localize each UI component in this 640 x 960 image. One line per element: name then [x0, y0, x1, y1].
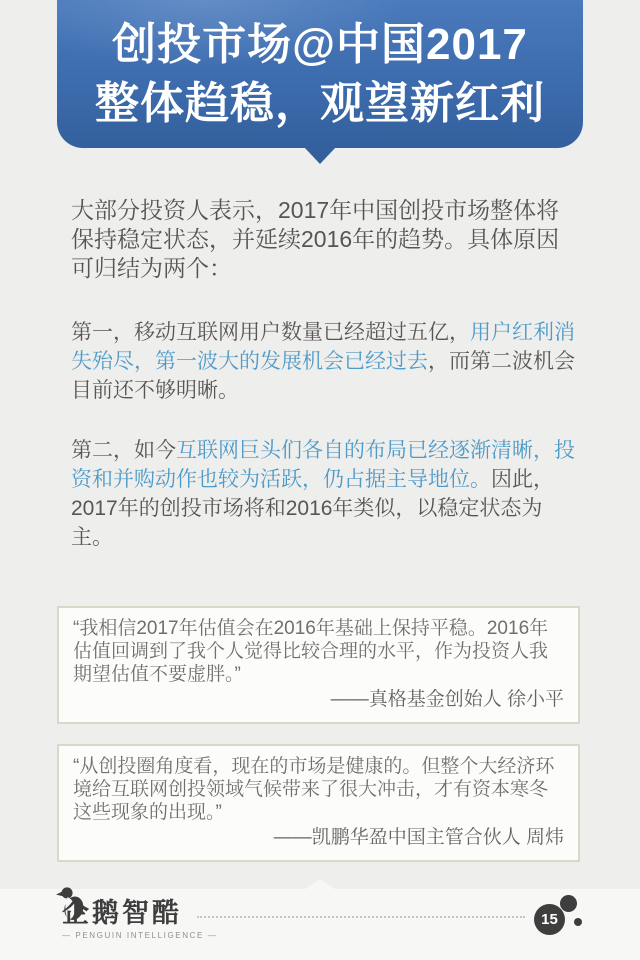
paragraph-1-segment-dark-2: ，而第二波机会目前还不够明晰。	[71, 350, 575, 402]
paragraph-1-segment-highlight: 用户红利消失殆尽，第一波大的发展机会已经过去	[71, 321, 575, 373]
paragraph-2-segment-dark-2: 因此，2017年的创投市场将和2016年类似，以稳定状态为主。	[71, 468, 554, 549]
intro-paragraph: 大部分投资人表示，2017年中国创投市场整体将保持稳定状态，并延续2016年的趋势。具体原因可归结为两个：	[71, 197, 560, 281]
quote-card-xu-xiaoping	[57, 606, 580, 724]
paragraph-1-segment-dark-1: 第一，移动互联网用户数量已经超过五亿，	[71, 321, 470, 344]
banner-title-line2: 整体趋稳，观望新红利	[95, 79, 545, 128]
page-number: 15	[541, 911, 558, 928]
badge-secondary-circle	[560, 895, 577, 912]
page-number-badge	[534, 895, 586, 943]
dotted-divider	[197, 916, 525, 918]
footer-notch-triangle	[305, 879, 335, 889]
logo-text: 企鹅智酷	[62, 898, 182, 928]
paragraph-point-2	[71, 436, 577, 552]
paragraph-2-segment-dark-1: 第二，如今	[71, 439, 176, 462]
logo-subtitle: — PENGUIN INTELLIGENCE —	[62, 931, 218, 940]
paragraph-2-segment-highlight: 互联网巨头们各自的布局已经逐渐清晰，投资和并购动作也较为活跃，仍占据主导地位。	[71, 439, 575, 491]
title-banner	[57, 0, 583, 148]
page-footer	[0, 889, 640, 960]
banner-pointer-triangle	[304, 147, 336, 164]
quote-attribution: ——凯鹏华盈中国主管合伙人 周炜	[273, 827, 564, 848]
banner-title-line1: 创投市场@中国2017	[112, 20, 528, 69]
badge-small-dot	[574, 918, 582, 926]
quote-card-zhou-wei	[57, 744, 580, 862]
quote-text: “我相信2017年估值会在2016年基础上保持平稳。2016年估值回调到了我个人觉得比较合理的水平，作为投资人我期望估值不要虚胖。”	[73, 618, 549, 685]
quote-attribution: ——真格基金创始人 徐小平	[330, 689, 564, 710]
brand-logo	[62, 898, 217, 940]
paragraph-point-1	[71, 318, 577, 405]
page-number-circle	[534, 904, 565, 935]
quote-text: “从创投圈角度看，现在的市场是健康的。但整个大经济环境给互联网创投领域气候带来了很大冲击，才有资本寒冬这些现象的出现。”	[73, 756, 555, 823]
